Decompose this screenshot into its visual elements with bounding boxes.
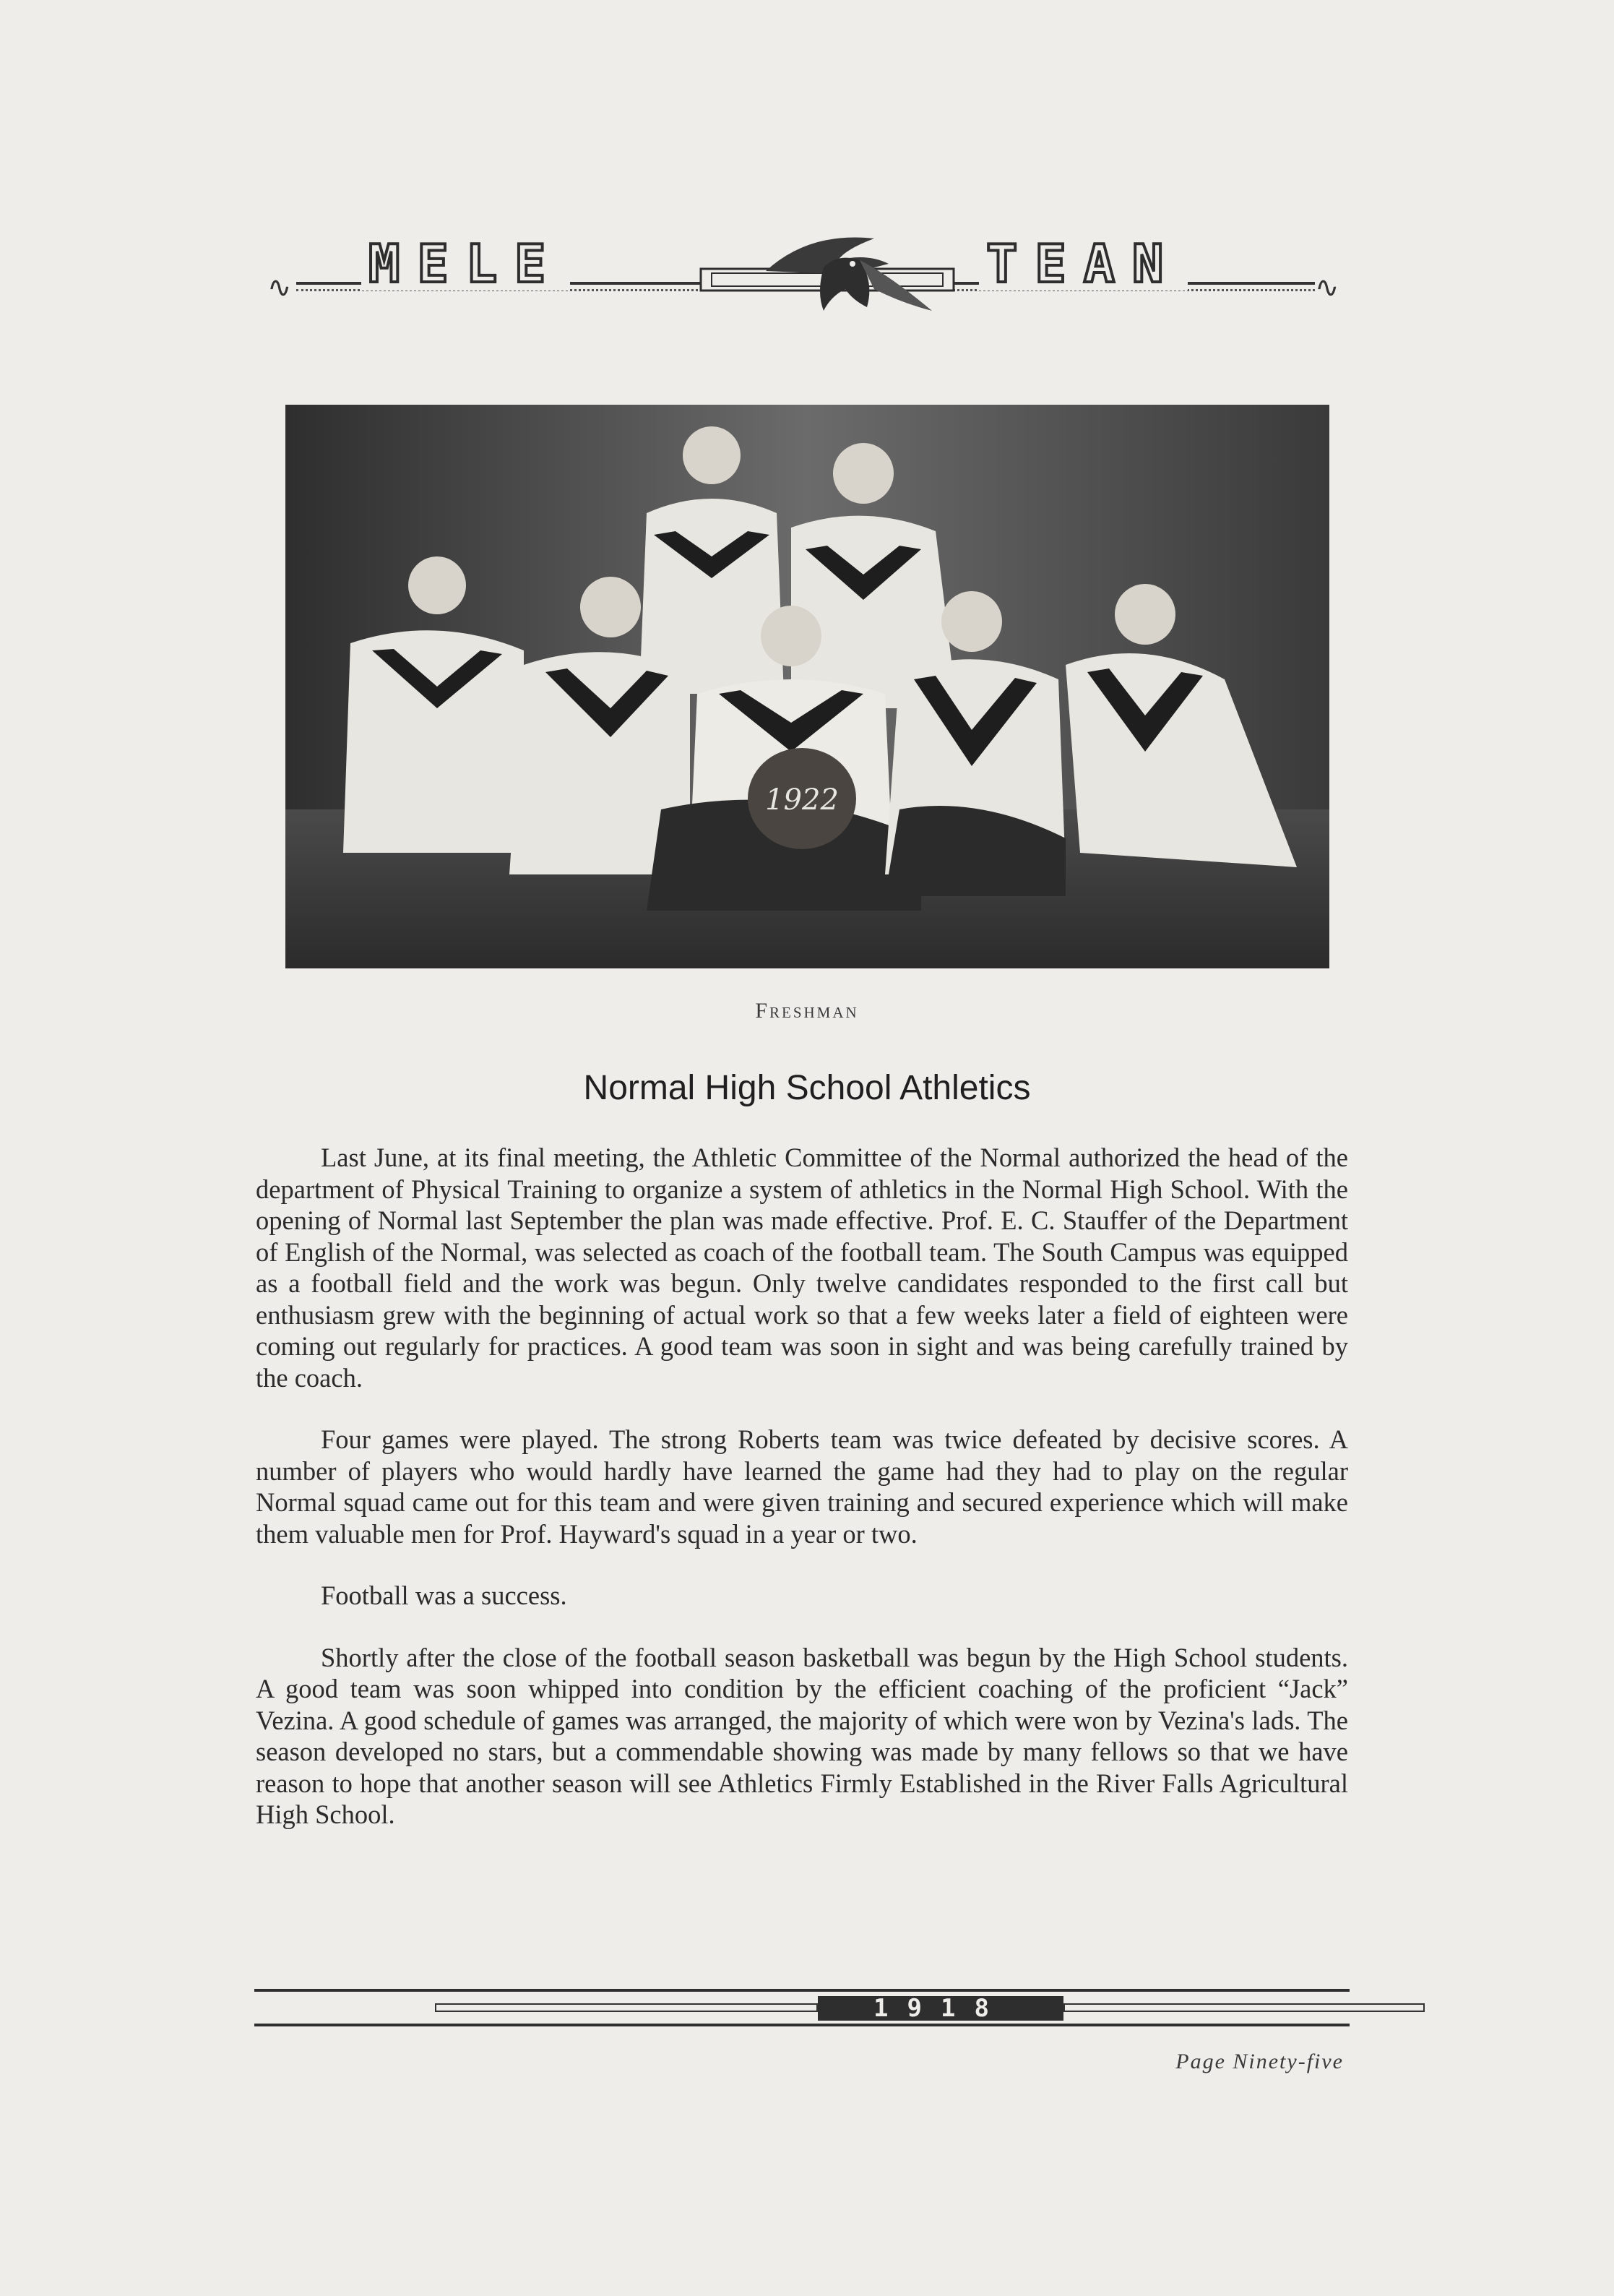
paragraph: Four games were played. The strong Roberts team was twice defeated by decisive scores. A number of players who would hardly have learned the game had they had to play on the regular Normal squad came out for this team and were given training and secured experience which will make them valuable men for Prof. Hayward's squad in a year or two. bbox=[256, 1424, 1348, 1549]
paragraph: Last June, at its final meeting, the Athletic Committee of the Normal authorized the head of the department of Physical Training to organize a system of athletics in the Normal High School. With the opening of Normal last September the plan was made effective. Prof. E. C. Stauffer of the Department of English of the Normal, was selected as coach of the football team. The South Campus was equipped as a football field and the work was begun. Only twelve candidates responded to the first call but enthusiasm grew with the beginning of actual work so that a few weeks later a field of eighteen were coming out regularly for practices. A good team was soon in sight and was being carefully trained by the coach. bbox=[256, 1143, 1348, 1393]
scroll-ornament-right-icon: ∿ bbox=[1315, 271, 1339, 304]
header-banner bbox=[267, 231, 1351, 325]
footer-year: 1918 bbox=[818, 1996, 1063, 2021]
page-number: Page Ninety-five bbox=[1175, 2050, 1344, 2073]
ball-label: 1922 bbox=[765, 783, 839, 817]
paragraph: Football was a success. bbox=[321, 1581, 567, 1610]
paragraph: Shortly after the close of the football season basketball was begun by the High School students. A good team was soon whipped into condition by the efficient coaching of the proficient “Jack” Vezina. A good schedule of games was arranged, the majority of which were won by Vezina's lads. The season developed no stars, but a commendable showing was made by many fellows so that we have reason to hope that another season will see Athletics Firmly Established in the River Falls Agricultural High School. bbox=[256, 1642, 1348, 1829]
team-photo bbox=[285, 405, 1329, 968]
article-body bbox=[256, 1142, 1348, 1861]
team-photo-icon bbox=[285, 405, 1329, 968]
footer-bar-right bbox=[1063, 2003, 1425, 2012]
footer-bar-left bbox=[435, 2003, 818, 2012]
footer-rule-top bbox=[254, 1989, 1350, 1992]
footer-banner bbox=[254, 1989, 1350, 2039]
eagle-emblem-icon bbox=[657, 231, 997, 318]
article-title: Normal High School Athletics bbox=[583, 1069, 1031, 1107]
header-word-right: TEAN bbox=[979, 237, 1188, 291]
photo-caption: Freshman bbox=[755, 999, 859, 1023]
header-word-left: MELE bbox=[361, 237, 570, 291]
scroll-ornament-left-icon: ∿ bbox=[267, 271, 292, 304]
footer-rule-bottom bbox=[254, 2024, 1350, 2026]
